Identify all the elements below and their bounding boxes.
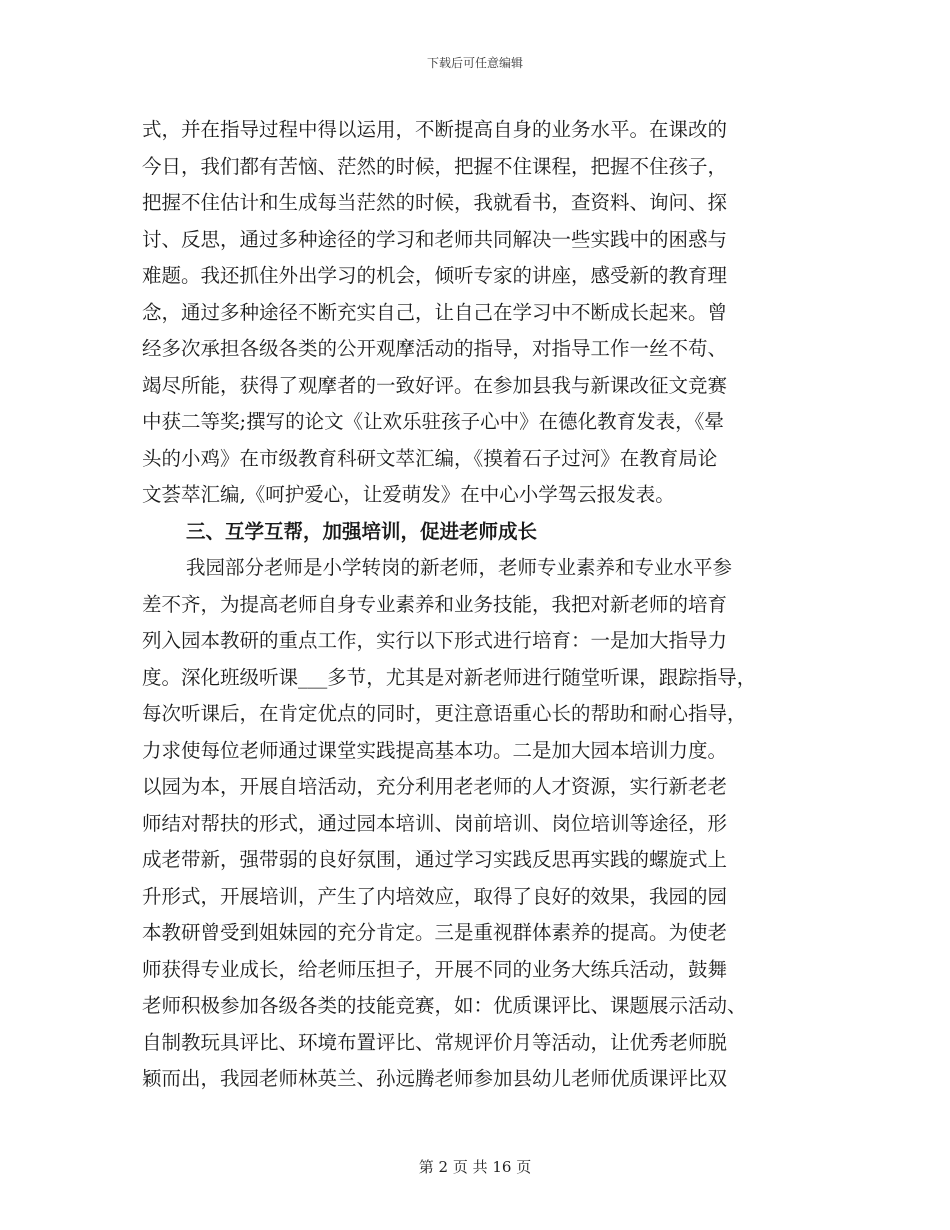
paragraph-line: 升形式，开展培训，产生了内培效应，取得了良好的效果，我园的园: [142, 884, 728, 908]
paragraph-line: 以园为本，开展自培活动，充分利用老老师的人才资源，实行新老老: [142, 775, 728, 798]
paragraph-line: 每次听课后，在肯定优点的同时，更注意语重心长的帮助和耐心指导，: [142, 702, 747, 725]
paragraph-line: 中获二等奖;撰写的论文《让欢乐驻孩子心中》在德化教育发表，《晕: [142, 410, 724, 433]
paragraph-line: 颖而出，我园老师林英兰、孙远腾老师参加县幼儿老师优质课评比双: [142, 1067, 728, 1090]
document-body: [142, 112, 812, 1098]
paragraph-line: 成老带新，强带弱的良好氛围，通过学习实践反思再实践的螺旋式上: [142, 848, 728, 871]
paragraph-line: 度。深化班级听课___多节，尤其是对新老师进行随堂听课，跟踪指导，: [142, 665, 757, 689]
section-heading: 三、互学互帮，加强培训，促进老师成长: [186, 519, 538, 543]
paragraph-line: 师获得专业成长，给老师压担子，开展不同的业务大练兵活动，鼓舞: [142, 957, 728, 981]
page-indicator: 第 2 页 共 16 页: [418, 1158, 532, 1176]
paragraph-line: 头的小鸡》在市级教育科研文萃汇编，《摸着石子过河》在教育局论: [142, 446, 718, 470]
paragraph-line: 本教研曾受到姐妹园的充分肯定。三是重视群体素养的提高。为使老: [142, 921, 728, 944]
paragraph-line: 今日，我们都有苦恼、茫然的时候，把握不住课程，把握不住孩子，: [142, 154, 728, 178]
paragraph-line: 讨、反思，通过多种途径的学习和老师共同解决一些实践中的困惑与: [142, 227, 728, 251]
paragraph-line: 差不齐，为提高老师自身专业素养和业务技能，我把对新老师的培育: [142, 592, 728, 616]
paragraph-line: 我园部分老师是小学转岗的新老师，老师专业素养和专业水平参: [186, 556, 733, 579]
paragraph-line: 式，并在指导过程中得以运用，不断提高自身的业务水平。在课改的: [142, 118, 728, 141]
paragraph-line: 自制教玩具评比、环境布置评比、常规评价月等活动，让优秀老师脱: [142, 1030, 728, 1054]
paragraph-line: 文荟萃汇编,《呵护爱心，让爱萌发》在中心小学驾云报发表。: [142, 483, 675, 506]
paragraph-line: 念，通过多种途径不断充实自己，让自己在学习中不断成长起来。曾: [142, 300, 728, 324]
paragraph-line: 老师积极参加各级各类的技能竞赛，如：优质课评比、课题展示活动、: [142, 994, 747, 1017]
paragraph-line: 经多次承担各级各类的公开观摩活动的指导，对指导工作一丝不苟、: [142, 337, 728, 360]
paragraph-line: 列入园本教研的重点工作，实行以下形式进行培育：一是加大指导力: [142, 629, 728, 652]
paragraph-line: 把握不住估计和生成每当茫然的时候，我就看书，查资料、询问、探: [142, 191, 728, 214]
paragraph-line: 力求使每位老师通过课堂实践提高基本功。二是加大园本培训力度。: [142, 738, 728, 762]
paragraph-line: 竭尽所能，获得了观摩者的一致好评。在参加县我与新课改征文竞赛: [142, 373, 728, 397]
paragraph-line: 难题。我还抓住外出学习的机会，倾听专家的讲座，感受新的教育理: [142, 264, 728, 287]
paragraph-line: 师结对帮扶的形式，通过园本培训、岗前培训、岗位培训等途径，形: [142, 811, 728, 835]
page-header-note: 下载后可任意编辑: [426, 56, 523, 70]
